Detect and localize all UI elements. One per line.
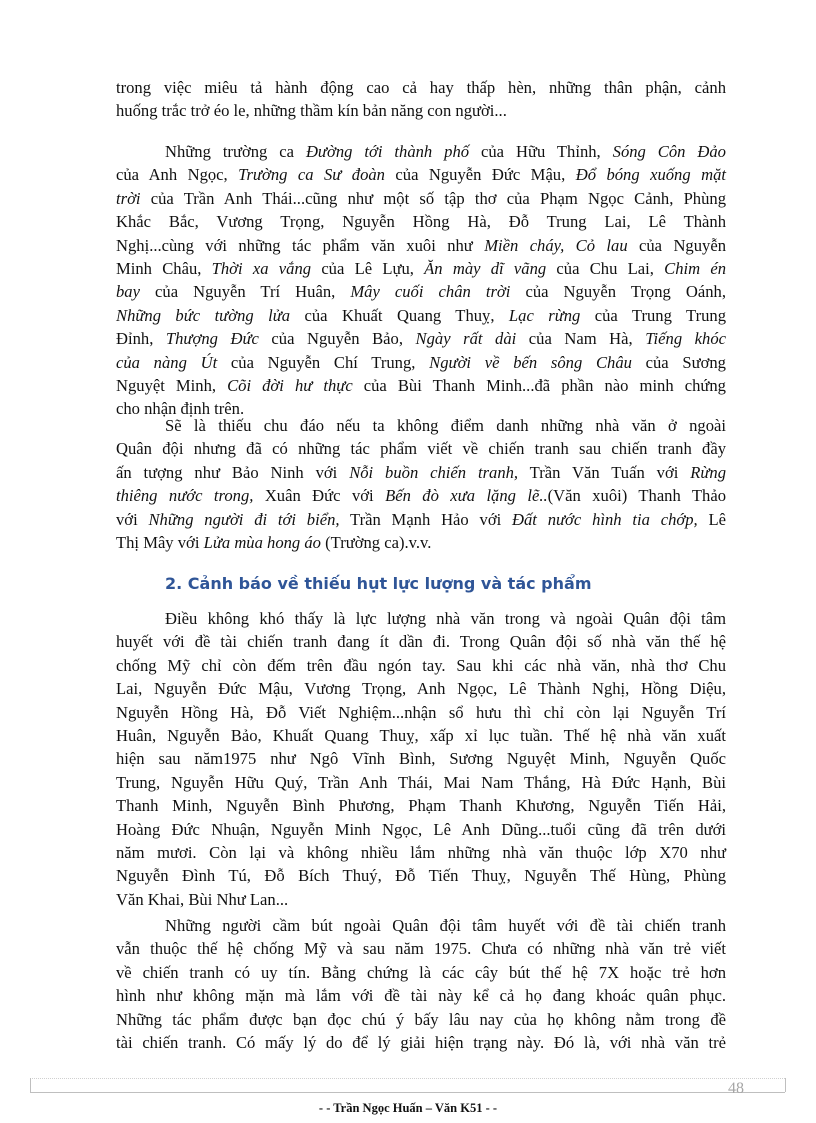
work-title: Lạc rừng [508, 305, 581, 325]
text-line: Sẽ là thiếu chu đáo nếu ta không điểm danh những nhà văn ở ngoài [165, 416, 726, 435]
text-line: Văn Khai, Bùi Như Lan... [116, 889, 289, 909]
work-title: Người về bến sông Châu [429, 352, 632, 372]
text-line: Nguyễn Hồng Hà, Đỗ Viết Nghiệm...nhận sổ hưu thì chỉ còn lại Nguyễn Trí [116, 702, 726, 722]
paragraph-shortage [116, 607, 726, 911]
text-line: với Những người đi tới biển, Trần Mạnh Hảo với Đất nước hình tia chớp, Lê [116, 509, 726, 529]
text-line: Những tác phẩm được bạn đọc chú ý bấy lâu nay của họ không nằm trong đề [116, 1009, 726, 1029]
text-line: ấn tượng như Bảo Ninh với Nỗi buồn chiến tranh, Trần Văn Tuấn với Rừng [116, 462, 727, 482]
paragraph-young-writers [116, 914, 726, 1054]
text-line: Quân đội nhưng đã có những tác phẩm viết về chiến tranh sau chiến tranh đầy [116, 439, 726, 459]
text-line: Những bức tường lửa của Khuất Quang Thuỵ, Lạc rừng của Trung Trung [116, 305, 726, 325]
work-title: thiêng nước trong, [116, 486, 254, 506]
text-line: tài chiến tranh. Có mấy lý do để lý giải hiện trạng này. Đó là, với nhà văn trẻ [116, 1033, 726, 1053]
text-line: hiện sau năm1975 như Ngô Vĩnh Bình, Sương Nguyệt Minh, Nguyễn Quốc [116, 749, 726, 769]
work-title: Những bức tường lửa [116, 305, 291, 325]
text-line: huyết với đề tài chiến tranh đang ít dần đi. Trong Quân đội số nhà văn thế hệ [116, 632, 726, 652]
work-title: Bến đò xưa lặng lẽ.. [385, 486, 548, 506]
work-title: Ăn mày dĩ vãng [424, 259, 547, 279]
paragraph-continuation [116, 76, 726, 123]
text-line: Thị Mây với Lửa mùa hong áo (Trường ca).v.v. [116, 533, 432, 553]
work-title: Tiếng khóc [645, 329, 726, 349]
section-heading: 2. Cảnh báo về thiếu hụt lực lượng và tác phẩm [165, 574, 592, 593]
work-title: Chim én [664, 259, 726, 279]
paragraph-epics [116, 140, 726, 421]
work-title: Sóng Côn Đảo [612, 142, 726, 161]
text-line: Lai, Nguyễn Đức Mậu, Vương Trọng, Anh Ngọc, Lê Thành Nghị, Hồng Diệu, [116, 679, 726, 699]
text-line: bay của Nguyễn Trí Huân, Mây cuối chân trời của Nguyễn Trọng Oánh, [116, 282, 726, 302]
work-title: Cõi đời hư thực [227, 376, 353, 396]
text-line: Đỉnh, Thượng Đức của Nguyễn Bảo, Ngày rất dài của Nam Hà, Tiếng khóc [116, 329, 726, 349]
footer-divider [785, 1078, 786, 1092]
footer-author: - - Trần Ngọc Huấn – Văn K51 - - [318, 1101, 498, 1115]
work-title: Trường ca Sư đoàn [238, 165, 385, 185]
text-line: Nghị...cùng với những tác phẩm văn xuôi như Miền cháy, Cỏ lau của Nguyễn [116, 235, 726, 255]
footer-divider [30, 1078, 785, 1079]
work-title: trời [116, 188, 141, 208]
text-line: của Anh Ngọc, Trường ca Sư đoàn của Nguyễn Đức Mậu, Đổ bóng xuống mặt [116, 165, 726, 185]
page-number: 48 [728, 1080, 744, 1097]
work-title: Những người đi tới biển, [148, 509, 340, 529]
text-line: chống Mỹ chỉ còn đếm trên đầu ngón tay. Sau khi các nhà văn, nhà thơ Chu [116, 655, 726, 675]
work-title: của nàng Út [116, 352, 218, 372]
work-title: Thời xa vắng [211, 259, 312, 279]
text-line: trong việc miêu tả hành động cao cả hay thấp hèn, những thân phận, cảnh [116, 78, 726, 97]
work-title: Nỗi buồn chiến tranh, [349, 462, 519, 482]
footer-divider [30, 1092, 785, 1093]
text-line: năm mươi. Còn lại và không nhiều lắm những nhà văn thuộc lớp X70 như [116, 843, 726, 863]
text-line: Nguyệt Minh, Cõi đời hư thực của Bùi Thanh Minh...đã phần nào minh chứng [116, 376, 726, 396]
text-line: của nàng Út của Nguyễn Chí Trung, Người về bến sông Châu của Sương [116, 352, 726, 372]
text-line: Huân, Nguyễn Bảo, Khuất Quang Thuỵ, xấp xỉ lục tuần. Thế hệ nhà văn xuất [116, 726, 726, 746]
text-line: thiêng nước trong, Xuân Đức với Bến đò xưa lặng lẽ..(Văn xuôi) Thanh Thảo [116, 486, 726, 506]
work-title: Lửa mùa hong áo [203, 533, 321, 553]
text-line: Điều không khó thấy là lực lượng nhà văn trong và ngoài Quân đội tâm [165, 609, 726, 628]
footer-divider [30, 1078, 31, 1092]
work-title: Đường tới thành phố [305, 142, 470, 161]
text-line: Trung, Nguyễn Hữu Quý, Trần Anh Thái, Mai Nam Thắng, Hà Đức Hạnh, Bùi [116, 772, 726, 792]
text-line: về chiến tranh có uy tín. Bằng chứng là các cây bút thế hệ 7X hoặc trẻ hơn [116, 962, 726, 982]
text-line: cho nhận định trên. [116, 399, 245, 419]
text-line: vẫn thuộc thế hệ chống Mỹ và sau năm 1975. Chưa có những nhà văn trẻ viết [116, 939, 726, 959]
work-title: Ngày rất dài [415, 329, 517, 349]
text-line: Minh Châu, Thời xa vắng của Lê Lựu, Ăn mày dĩ vãng của Chu Lai, Chim én [116, 259, 726, 279]
work-title: bay [116, 282, 140, 302]
text-line: Nguyễn Đình Tú, Đỗ Bích Thuý, Đỗ Tiến Thuỵ, Nguyễn Thế Hùng, Phùng [116, 866, 726, 886]
work-title: Miền cháy, Cỏ lau [484, 235, 628, 255]
work-title: Mây cuối chân trời [350, 282, 511, 302]
work-title: Rừng [690, 462, 727, 482]
work-title: Đất nước hình tia chớp, [512, 509, 698, 529]
text-line: Hoàng Đức Nhuận, Nguyễn Minh Ngọc, Lê Anh Dũng...tuổi cũng đã trên dưới [116, 819, 726, 839]
text-line: Những trường ca Đường tới thành phố của Hữu Thỉnh, Sóng Côn Đảo [165, 142, 726, 161]
text-line: hình như không mặn mà lắm với đề tài này kể cả họ đang khoác quân phục. [116, 986, 726, 1006]
text-line: huống trắc trở éo le, những thầm kín bản năng con người... [116, 101, 507, 121]
text-line: Những người cầm bút ngoài Quân đội tâm huyết với đề tài chiến tranh [165, 916, 726, 935]
text-line: Thanh Minh, Nguyễn Bình Phương, Phạm Thanh Khương, Nguyễn Tiến Hải, [116, 796, 726, 816]
work-title: Thượng Đức [165, 329, 259, 349]
text-line: trời của Trần Anh Thái...cũng như một số tập thơ của Phạm Ngọc Cảnh, Phùng [116, 188, 726, 208]
text-line: Khắc Bắc, Vương Trọng, Nguyễn Hồng Hà, Đỗ Trung Lai, Lê Thành [116, 212, 726, 232]
paragraph-outside-army [116, 414, 726, 554]
work-title: Đổ bóng xuống mặt [575, 165, 726, 185]
